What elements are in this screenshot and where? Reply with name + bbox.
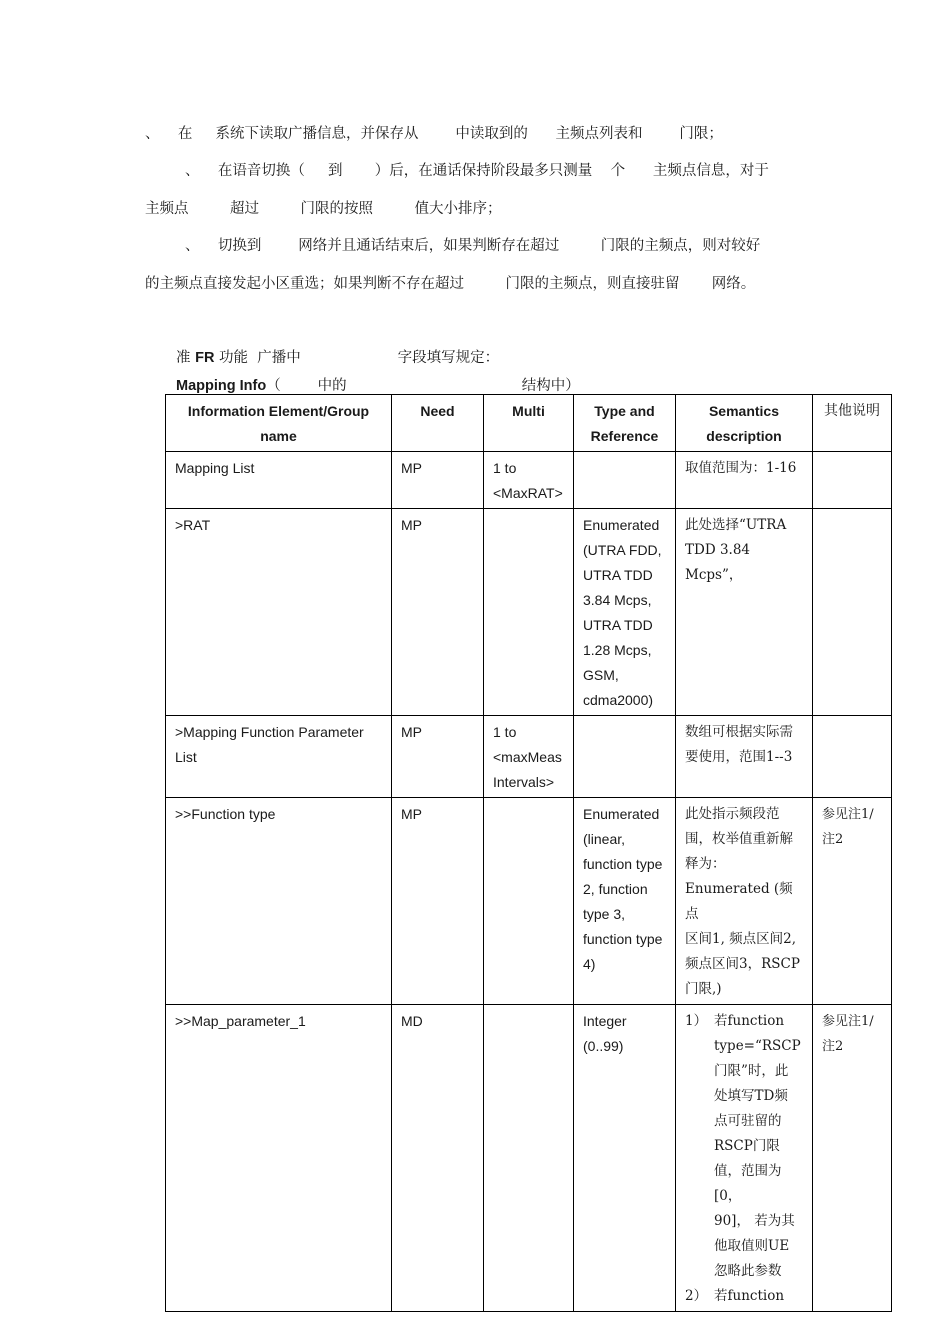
- cell-other-notes: [813, 452, 892, 509]
- semantics-line: Enumerated (频点: [685, 881, 793, 922]
- type-line: 4): [583, 956, 596, 972]
- paragraph-2-line-1: 、 在语音切换（ 到 ）后，在通话保持阶段最多只测量 个 主频点信息，对于: [185, 163, 769, 179]
- cell-information-element: >>Function type: [166, 798, 392, 1005]
- table-row: [166, 798, 892, 1005]
- caption-2-bold: Mapping Info: [176, 378, 267, 394]
- cell-multi: [484, 716, 574, 798]
- cell-semantics: [676, 1005, 813, 1312]
- table-row: [166, 509, 892, 716]
- semantics-line: 处填写TD频: [714, 1088, 788, 1104]
- multi-line: 1 to: [493, 460, 517, 476]
- type-line: (UTRA FDD,: [583, 542, 662, 558]
- semantics-line: 频点区间3，RSCP: [685, 956, 800, 972]
- paragraph-2: [145, 153, 805, 228]
- table-row: [166, 1005, 892, 1312]
- semantics-line: RSCP门限: [714, 1138, 780, 1154]
- semantics-line: 90]， 若为其: [714, 1213, 795, 1229]
- semantics-line: 此处指示频段范: [685, 806, 780, 822]
- cell-semantics: [676, 716, 813, 798]
- cell-need: MP: [392, 716, 484, 798]
- semantics-line: 释为：: [685, 856, 726, 872]
- header-information-element: Information Element/Group name: [166, 395, 392, 452]
- cell-other-notes: 参见注1/注2: [813, 798, 892, 1005]
- semantics-list-item: [685, 1009, 803, 1284]
- table-caption-1: [176, 346, 499, 367]
- semantics-line: 门限,): [685, 981, 722, 997]
- type-line: cdma2000): [583, 692, 654, 708]
- type-line: Enumerated: [583, 806, 660, 822]
- cell-need: MP: [392, 798, 484, 1005]
- paragraph-1: 、 在 系统下读取广播信息，并保存从 中读取到的 主频点列表和 门限；: [145, 126, 723, 142]
- table-caption-2: [176, 374, 580, 395]
- mapping-info-table: [165, 394, 892, 1312]
- semantics-list-text: [714, 1284, 784, 1309]
- table-row: [166, 716, 892, 798]
- semantics-line: 取值范围为：1-16: [685, 460, 797, 476]
- cell-other-notes: 参见注1/注2: [813, 1005, 892, 1312]
- semantics-list-item: [685, 1284, 803, 1309]
- semantics-line: 他取值则UE: [714, 1238, 790, 1254]
- paragraph-3-line-1: 、 切换到 网络并且通话结束后，如果判断存在超过 门限的主频点，则对较好: [185, 238, 761, 254]
- type-line: 1.28 Mcps,: [583, 642, 652, 658]
- cell-type-reference: [574, 716, 676, 798]
- table-header-row: [166, 395, 892, 452]
- cell-information-element: >Mapping Function Parameter List: [166, 716, 392, 798]
- type-line: GSM,: [583, 667, 619, 683]
- cell-type-reference: [574, 1005, 676, 1312]
- table-row: [166, 452, 892, 509]
- semantics-line: 若function: [714, 1288, 785, 1304]
- semantics-list-number: 2）: [685, 1288, 708, 1304]
- semantics-line: type=“RSCP: [714, 1038, 801, 1054]
- cell-need: MP: [392, 509, 484, 716]
- type-line: UTRA TDD: [583, 567, 653, 583]
- paragraph-3: [145, 228, 805, 303]
- cell-need: MD: [392, 1005, 484, 1312]
- cell-type-reference: [574, 798, 676, 1005]
- paragraph-2-line-2: 主频点 超过 门限的按照 值大小排序；: [145, 200, 502, 217]
- type-line: 3.84 Mcps,: [583, 592, 652, 608]
- semantics-line: 数组可根据实际需: [685, 724, 793, 740]
- semantics-line: 忽略此参数: [714, 1263, 782, 1279]
- semantics-line: 若function: [714, 1013, 785, 1029]
- type-line: UTRA TDD: [583, 617, 653, 633]
- multi-line: Intervals>: [493, 774, 555, 790]
- paragraph-3-line-2: 的主频点直接发起小区重选；如果判断不存在超过 门限的主频点，则直接驻留 网络。: [145, 275, 756, 292]
- caption-1-prefix: 准: [176, 350, 196, 366]
- header-need: Need: [392, 395, 484, 452]
- semantics-list-text: [714, 1009, 803, 1284]
- type-line: function type: [583, 856, 663, 872]
- header-semantics: Semantics description: [676, 395, 813, 452]
- type-line: function type: [583, 931, 663, 947]
- cell-semantics: [676, 452, 813, 509]
- semantics-line: 此处选择“UTRA: [685, 517, 787, 533]
- cell-semantics: [676, 798, 813, 1005]
- cell-multi: [484, 1005, 574, 1312]
- cell-type-reference: [574, 452, 676, 509]
- cell-information-element: Mapping List: [166, 452, 392, 509]
- caption-1-bold: FR: [195, 350, 215, 366]
- type-line: 2, function: [583, 881, 648, 897]
- type-line: type 3,: [583, 906, 626, 922]
- semantics-line: 区间1, 频点区间2,: [685, 931, 797, 947]
- semantics-line: 围，枚举值重新解: [685, 831, 793, 847]
- semantics-list-number: 1）: [685, 1013, 708, 1029]
- cell-need: MP: [392, 452, 484, 509]
- multi-line: <maxMeas: [493, 749, 562, 765]
- header-other-notes: 其他说明: [813, 395, 892, 452]
- header-type-reference: Type and Reference: [574, 395, 676, 452]
- type-line: Integer: [583, 1013, 627, 1029]
- caption-1-suffix: 功能 广播中 字段填写规定：: [214, 350, 500, 366]
- multi-line: 1 to: [493, 724, 517, 740]
- cell-other-notes: [813, 509, 892, 716]
- header-multi: Multi: [484, 395, 574, 452]
- caption-2-suffix: （ 中的 结构中）: [266, 378, 580, 394]
- semantics-line: 点可驻留的: [714, 1113, 782, 1129]
- semantics-line: 门限”时，此: [714, 1063, 789, 1079]
- cell-information-element: >>Map_parameter_1: [166, 1005, 392, 1312]
- cell-multi: [484, 798, 574, 1005]
- semantics-line: TDD 3.84 Mcps”，: [685, 542, 751, 583]
- cell-multi: [484, 452, 574, 509]
- type-line: (linear,: [583, 831, 626, 847]
- cell-other-notes: [813, 716, 892, 798]
- semantics-line: 要使用，范围1--3: [685, 749, 793, 765]
- table-body: [166, 452, 892, 1312]
- type-line: (0..99): [583, 1038, 624, 1054]
- type-line: Enumerated: [583, 517, 660, 533]
- cell-type-reference: [574, 509, 676, 716]
- cell-information-element: >RAT: [166, 509, 392, 716]
- cell-semantics: [676, 509, 813, 716]
- cell-multi: [484, 509, 574, 716]
- multi-line: <MaxRAT>: [493, 485, 563, 501]
- semantics-line: 值，范围为[0，: [714, 1163, 782, 1204]
